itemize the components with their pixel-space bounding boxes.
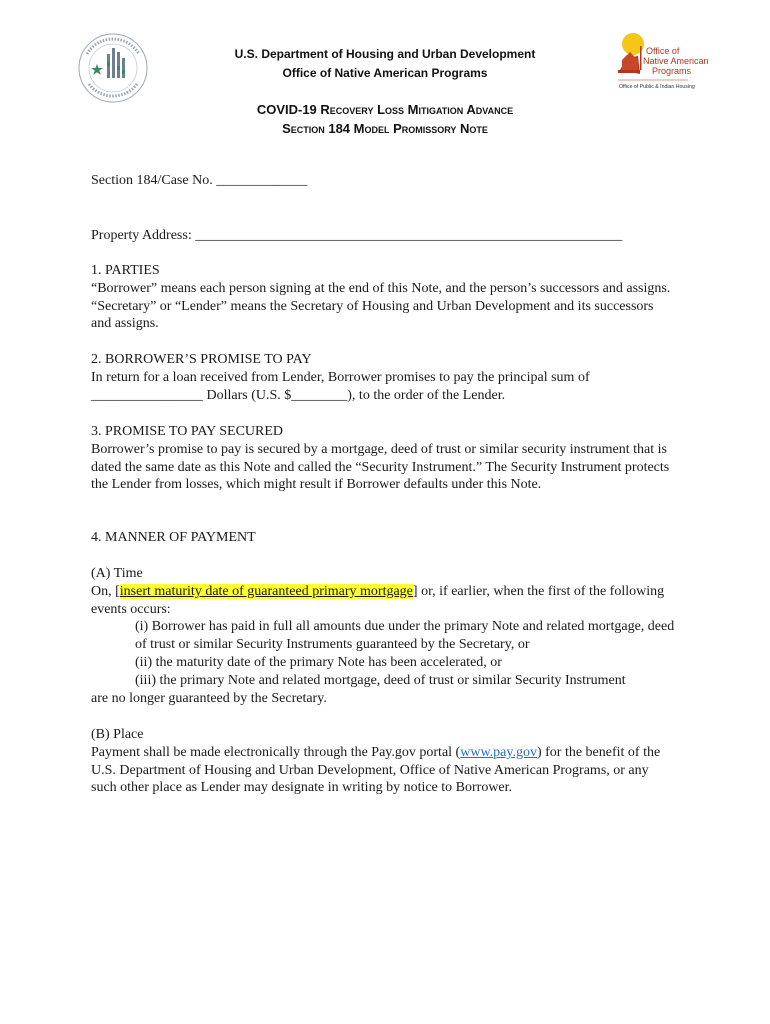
time-text-pre: On, [ (91, 583, 120, 599)
property-address-field: Property Address: _____________________________________________________________ (91, 228, 623, 243)
subsection-heading: (B) Place (91, 727, 144, 742)
subsection-place (91, 726, 676, 797)
place-text-pre: Payment shall be made electronically through the Pay.gov portal ( (91, 744, 461, 760)
section-text: ________________ Dollars (U.S. $________), to the order of the Lender. (91, 387, 506, 403)
highlighted-placeholder: insert maturity date of guaranteed primary mortgage (119, 583, 413, 599)
case-number-field: Section 184/Case No. _____________ (91, 173, 308, 188)
paygov-link[interactable]: www.pay.gov (460, 744, 537, 760)
time-text-post: ] or, if earlier, when the first of the following events occurs: (91, 583, 665, 617)
subsection-text (91, 583, 676, 619)
svg-text:Native American: Native American (643, 56, 709, 66)
section-manner-of-payment: 4. MANNER OF PAYMENT (91, 530, 256, 545)
department-name: U.S. Department of Housing and Urban Development (234, 47, 536, 61)
document-title-line1: COVID-19 Recovery Loss Mitigation Advance (256, 102, 514, 117)
document-title-line2: Section 184 Model Promissory Note (282, 121, 488, 136)
section-heading: 3. PROMISE TO PAY SECURED (91, 424, 284, 439)
section-heading: 2. BORROWER’S PROMISE TO PAY (91, 352, 312, 367)
subsection-text (91, 744, 676, 797)
place-text-post: ) for the benefit of the U.S. Department of Housing and Urban Development, Office of Native American Programs, or any such other place as Lender may designate in writing by notice to Borrower. (91, 744, 661, 796)
svg-text:Office of: Office of (646, 46, 680, 56)
subsection-heading: (A) Time (91, 566, 143, 581)
event-item: (i) Borrower has paid in full all amounts due under the primary Note and related mortgage, deed of trust or similar Security Instruments guaranteed by the Secretary, or (135, 619, 675, 653)
event-item: (ii) the maturity date of the primary Note has been accelerated, or (135, 654, 502, 670)
event-item-continued: are no longer guaranteed by the Secretary. (91, 690, 327, 706)
section-heading: 1. PARTIES (91, 263, 160, 278)
section-parties (91, 262, 676, 333)
section-text: In return for a loan received from Lender, Borrower promises to pay the principal sum of (91, 369, 590, 385)
onap-logo (616, 30, 709, 94)
event-item: (iii) the primary Note and related mortgage, deed of trust or similar Security Instrument (135, 672, 626, 688)
section-text: “Borrower” means each person signing at the end of this Note, and the person’s successors and assigns. “Secretary” or “Lender” means the Secretary of Housing and Urban Development and its successors and assigns. (91, 280, 671, 332)
subsection-time (91, 565, 676, 707)
onap-sun-icon (616, 30, 709, 94)
section-promise-to-pay (91, 351, 676, 404)
office-name: Office of Native American Programs (282, 66, 488, 80)
svg-text:Programs: Programs (652, 66, 692, 76)
section-promise-secured (91, 423, 676, 494)
svg-text:Office of Public & Indian Hous: Office of Public & Indian Housing (619, 84, 695, 90)
section-text: Borrower’s promise to pay is secured by a mortgage, deed of trust or similar security instrument that is dated the same date as this Note and called the “Security Instrument.” The Security Instrument protects the Lender from losses, which might result if Borrower defaults under this Note. (91, 441, 670, 493)
